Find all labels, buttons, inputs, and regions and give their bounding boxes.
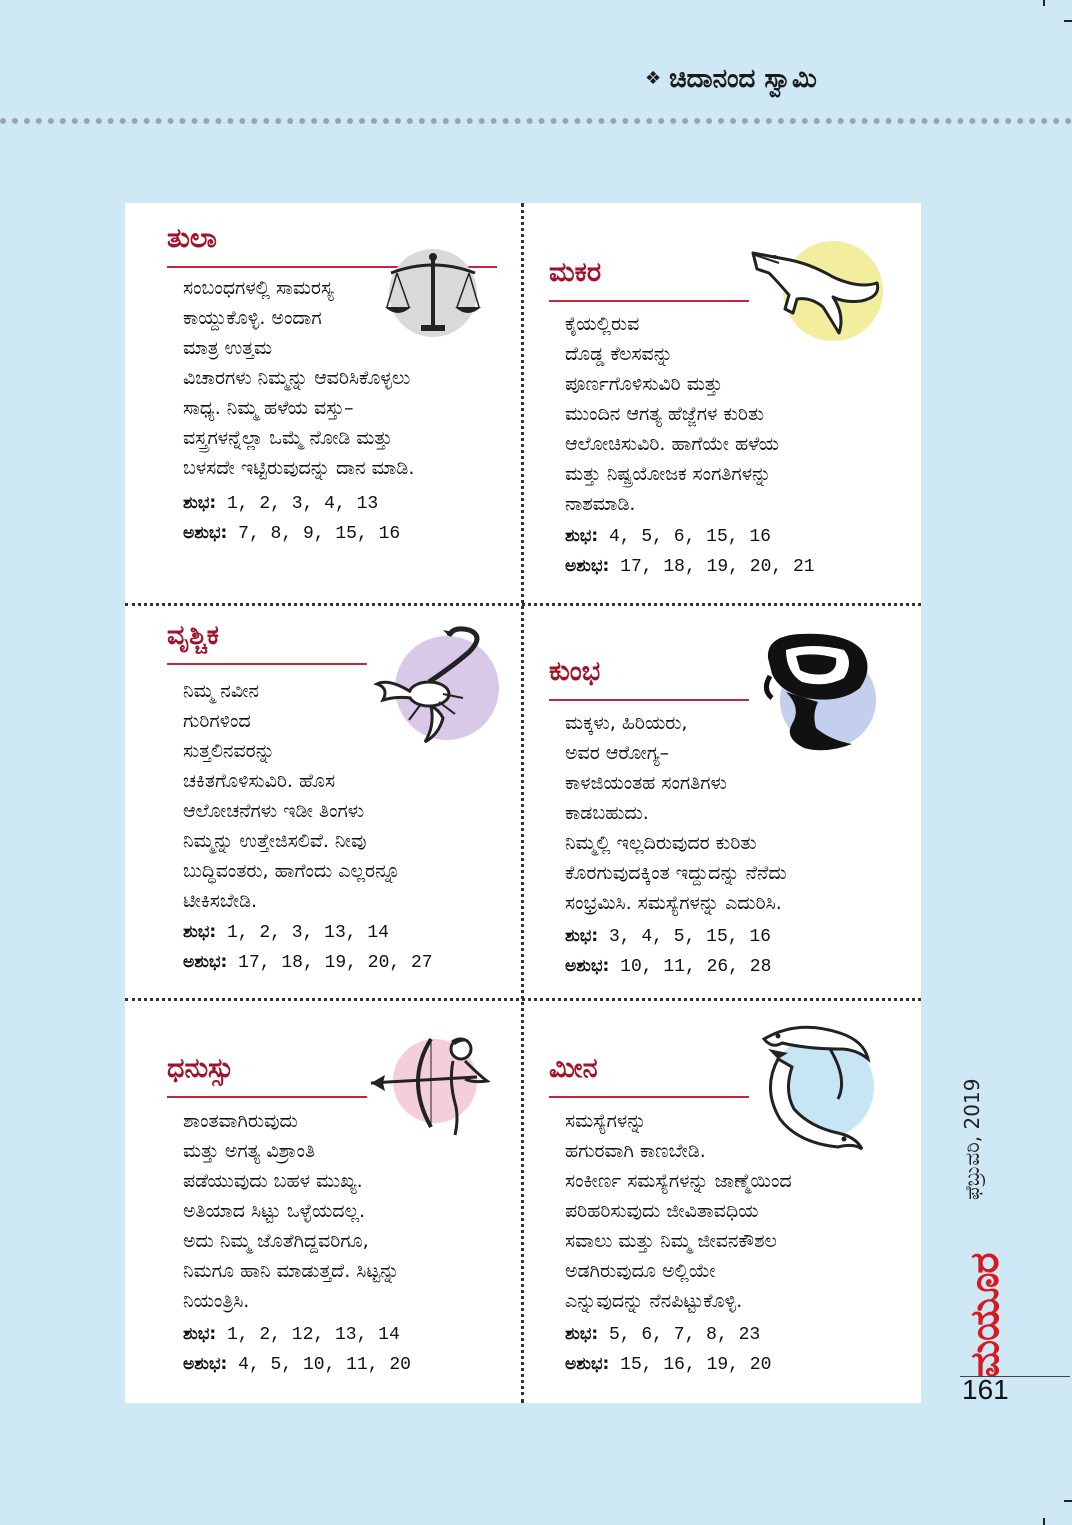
- unlucky-numbers: [183, 947, 433, 978]
- unlucky-values: 17, 18, 19, 20, 21: [620, 557, 815, 577]
- sign-description: ಕೈಯಲ್ಲಿರುವ ದೊಡ್ಡ ಕೆಲಸವನ್ನು ಪೂರ್ಣಗೊಳಿಸುವಿರಿ ಮತ್ತು ಮುಂದಿನ ಆಗತ್ಯ ಹೆಜ್ಜೆಗಳ ಕುರಿತು ಆಲೋಚಿಸುವಿರಿ. ಹಾಗೆಯೇ ಹಳೆಯ ಮತ್ತು ನಿಷ್ಪ್ರಯೋಜಕ ಸಂಗತಿಗಳನ್ನು ನಾಶಮಾಡಿ.: [565, 313, 779, 515]
- lucky-values: 4, 5, 6, 15, 16: [608, 527, 771, 547]
- sign-description: ಮಕ್ಕಳು, ಹಿರಿಯರು, ಅವರ ಆರೋಗ್ಯ– ಕಾಳಜಿಯಂತಹ ಸಂಗತಿಗಳು ಕಾಡಬಹುದು. ನಿಮ್ಮಲ್ಲಿ ಇಲ್ಲದಿರುವುದರ ಕುರಿತು ಕೊರಗುವುದಕ್ಕಿಂತ ಇದ್ದುದನ್ನು ನೆನೆದು ಸಂಭ್ರಮಿಸಿ. ಸಮಸ್ಯೆಗಳನ್ನು ಎದುರಿಸಿ.: [565, 712, 787, 914]
- unlucky-values: 4, 5, 10, 11, 20: [238, 1355, 411, 1375]
- unlucky-label: ಅಶುಭ:: [565, 956, 610, 976]
- lucky-label: ಶುಭ:: [565, 926, 599, 946]
- lucky-label: ಶುಭ:: [565, 526, 599, 546]
- unlucky-numbers: [183, 518, 400, 549]
- crop-mark-right-top: [1064, 20, 1072, 22]
- dotted-divider: [0, 118, 1072, 124]
- sign-title: ಧನುಸ್ಸು: [167, 1053, 234, 1084]
- unlucky-label: ಅಶುಭ:: [565, 1354, 610, 1374]
- sign-description: ನಿಮ್ಮ ನವೀನ ಗುರಿಗಳಿಂದ ಸುತ್ತಲಿನವರನ್ನು ಚಕಿತಗೊಳಿಸುವಿರಿ. ಹೊಸ ಆಲೋಚನೆಗಳು ಇಡೀ ತಿಂಗಳು ನಿಮ್ಮನ್ನು ಉತ್ತೇಜಿಸಲಿವೆ. ನೀವು ಬುದ್ಧಿವಂತರು, ಹಾಗೆಂದು ಎಲ್ಲರನ್ನೂ ಟೀಕಿಸಬೇಡಿ.: [183, 680, 401, 912]
- sign-card-sagittarius: [125, 1001, 521, 1403]
- lucky-numbers: [565, 1319, 760, 1350]
- lucky-numbers: [183, 488, 378, 519]
- magazine-logo: ಮಯೂರ: [962, 1253, 1008, 1378]
- sign-description: ಸಂಬಂಧಗಳಲ್ಲಿ ಸಾಮರಸ್ಯ ಕಾಯ್ದುಕೊಳ್ಳಿ. ಅಂದಾಗ ಮಾತ್ರ ಉತ್ತಮ ವಿಚಾರಗಳು ನಿಮ್ಮನ್ನು ಆವರಿಸಿಕೊಳ್ಳಲು ಸಾಧ್ಯ. ನಿಮ್ಮ ಹಳೆಯ ವಸ್ತು– ವಸ್ತ್ರಗಳನ್ನೆಲ್ಲಾ ಒಮ್ಮೆ ನೋಡಿ ಮತ್ತು ಬಳಸದೇ ಇಟ್ಟಿರುವುದನ್ನು ದಾನ ಮಾಡಿ.: [183, 277, 415, 479]
- unlucky-numbers: [183, 1349, 411, 1380]
- issue-date: ಫೆಬ್ರುವರಿ, 2019: [960, 1078, 984, 1200]
- unlucky-values: 10, 11, 26, 28: [620, 957, 772, 977]
- lucky-numbers: [183, 1319, 400, 1350]
- sign-card-libra: [125, 203, 521, 603]
- lucky-values: 1, 2, 12, 13, 14: [226, 1325, 400, 1345]
- crop-mark-bottom-right: [1043, 1518, 1045, 1525]
- crop-mark-right-bottom: [1064, 1500, 1072, 1502]
- author-byline: [645, 64, 817, 95]
- page-number: 161: [962, 1374, 1009, 1405]
- sign-card-capricorn: [524, 203, 921, 603]
- unlucky-values: 7, 8, 9, 15, 16: [238, 524, 401, 544]
- lucky-label: ಶುಭ:: [183, 493, 217, 513]
- lucky-numbers: [565, 921, 771, 952]
- lucky-label: ಶುಭ:: [183, 922, 217, 942]
- lucky-values: 1, 2, 3, 13, 14: [226, 923, 389, 943]
- sign-description: ಶಾಂತವಾಗಿರುವುದು ಮತ್ತು ಅಗತ್ಯ ವಿಶ್ರಾಂತಿ ಪಡೆಯುವುದು ಬಹಳ ಮುಖ್ಯ. ಅತಿಯಾದ ಸಿಟ್ಟು ಒಳ್ಳೆಯದಲ್ಲ. ಅದು ನಿಮ್ಮ ಜೊತೆಗಿದ್ದವರಿಗೂ, ನಿಮಗೂ ಹಾನಿ ಮಾಡುತ್ತದೆ. ಸಿಟ್ಟನ್ನು ನಿಯಂತ್ರಿಸಿ.: [183, 1110, 400, 1312]
- sign-card-pisces: [524, 1001, 921, 1403]
- title-rule: [549, 699, 749, 701]
- sign-card-aquarius: [524, 606, 921, 998]
- lucky-values: 3, 4, 5, 15, 16: [608, 927, 771, 947]
- horoscope-panel: [125, 203, 921, 1403]
- lucky-label: ಶುಭ:: [183, 1324, 217, 1344]
- title-rule: [549, 1096, 749, 1098]
- title-rule: [167, 1096, 367, 1098]
- title-rule: [549, 300, 749, 302]
- unlucky-label: ಅಶುಭ:: [565, 556, 610, 576]
- sign-title: ಕುಂಭ: [549, 656, 601, 687]
- unlucky-label: ಅಶುಭ:: [183, 523, 228, 543]
- unlucky-numbers: [565, 551, 815, 582]
- lucky-values: 5, 6, 7, 8, 23: [608, 1325, 761, 1345]
- lucky-label: ಶುಭ:: [565, 1324, 599, 1344]
- lucky-numbers: [565, 521, 771, 552]
- unlucky-numbers: [565, 1349, 771, 1380]
- sign-description: ಸಮಸ್ಯೆಗಳನ್ನು ಹಗುರವಾಗಿ ಕಾಣಬೇಡಿ. ಸಂಕೀರ್ಣ ಸಮಸ್ಯೆಗಳನ್ನು ಜಾಣ್ಮೆಯಿಂದ ಪರಿಹರಿಸುವುದು ಜೀವಿತಾವಧಿಯ ಸವಾಲು ಮತ್ತು ನಿಮ್ಮ ಜೀವನಕೌಶಲ ಅಡಗಿರುವುದೂ ಅಲ್ಲಿಯೇ ಎನ್ನುವುದನ್ನು ನೆನಪಿಟ್ಟುಕೊಳ್ಳಿ.: [565, 1110, 792, 1312]
- sign-title: ಮೀನ: [549, 1053, 598, 1084]
- lucky-numbers: [183, 917, 389, 948]
- sign-title: ವೃಶ್ಚಿಕ: [167, 620, 219, 651]
- unlucky-label: ಅಶುಭ:: [183, 1354, 228, 1374]
- sign-title: ತುಲಾ: [167, 223, 217, 254]
- unlucky-values: 15, 16, 19, 20: [620, 1355, 772, 1375]
- sign-title: ಮಕರ: [549, 257, 602, 288]
- unlucky-values: 17, 18, 19, 20, 27: [238, 953, 433, 973]
- sign-card-scorpio: [125, 606, 521, 998]
- crop-mark-top-right: [1043, 0, 1045, 6]
- title-rule: [167, 663, 367, 665]
- author-name: ಚಿದಾನಂದ ಸ್ವಾಮಿ: [669, 64, 817, 94]
- unlucky-numbers: [565, 951, 771, 982]
- unlucky-label: ಅಶುಭ:: [183, 952, 228, 972]
- lucky-values: 1, 2, 3, 4, 13: [226, 494, 379, 514]
- diamond-bullet-icon: ❖: [645, 68, 662, 89]
